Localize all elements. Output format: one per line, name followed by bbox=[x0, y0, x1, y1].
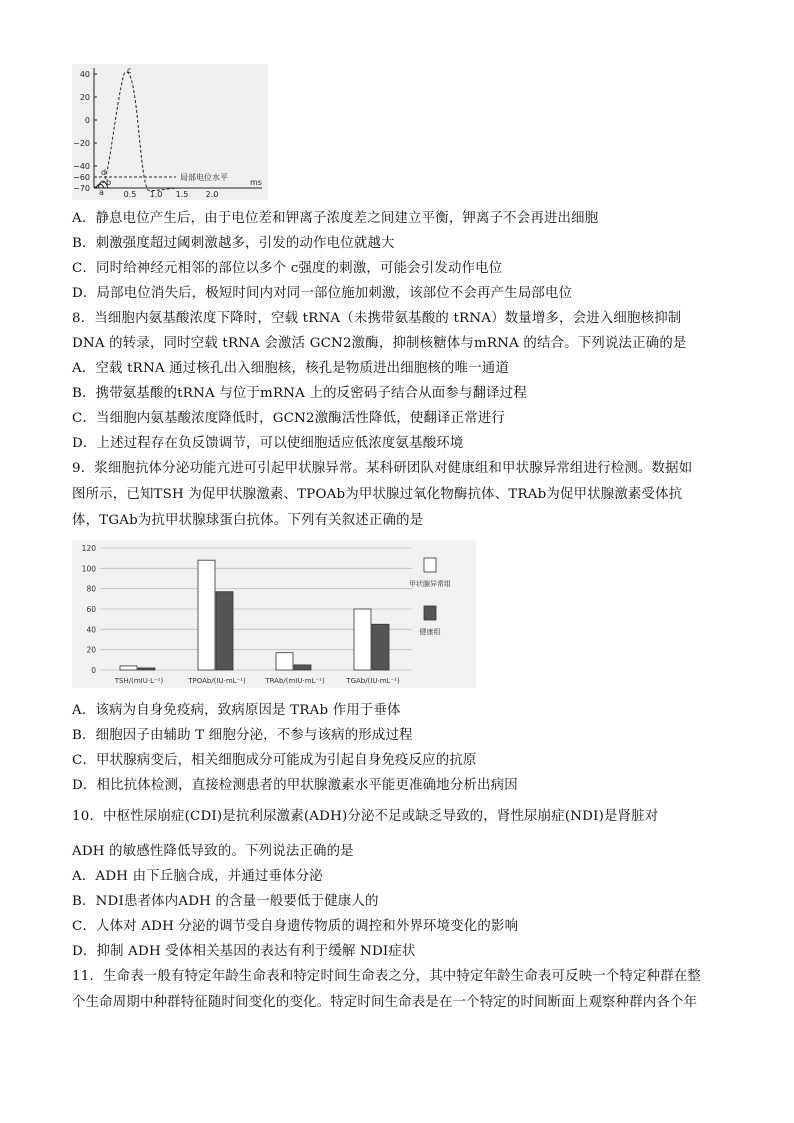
y-tick: 60 bbox=[86, 605, 96, 614]
x-tick: 2.0 bbox=[205, 190, 219, 199]
threshold-label: 局部电位水平 bbox=[180, 173, 228, 182]
q10-option-c: C．人体对 ADH 分泌的调节受自身遗传物质的调控和外界环境变化的影响 bbox=[72, 919, 519, 934]
q10-option-d: D．抑制 ADH 受体相关基因的表达有利于缓解 NDI症状 bbox=[72, 944, 416, 959]
bar-abnormal bbox=[354, 609, 371, 670]
y-tick: 40 bbox=[79, 70, 90, 79]
q7-option-b: B．刺激强度超过阈刺激越多，引发的动作电位就越大 bbox=[72, 236, 395, 251]
bar-healthy bbox=[294, 665, 311, 670]
bar-abnormal bbox=[276, 653, 293, 670]
x-tick-label: TSH/(mIU·L⁻¹) bbox=[114, 677, 164, 685]
q9-option-b: B．细胞因子由辅助 T 细胞分泌，不参与该病的形成过程 bbox=[72, 728, 413, 743]
x-tick: 1.5 bbox=[175, 190, 189, 199]
bar-healthy bbox=[216, 592, 233, 670]
x-tick-label: TPOAb/(IU·mL⁻¹) bbox=[188, 677, 246, 685]
y-tick: −20 bbox=[73, 139, 90, 148]
y-tick: 80 bbox=[86, 584, 96, 594]
legend-label: 甲状腺异常组 bbox=[409, 580, 451, 588]
y-tick: −60 bbox=[73, 173, 90, 182]
q10-option-b: B．NDI患者体内ADH 的含量一般要低于健康人的 bbox=[72, 894, 379, 909]
q8-stem-cont: DNA 的转录，同时空载 tRNA 会激活 GCN2激酶，抑制核糖体与mRNA 的结合。下列说法正确的是 bbox=[72, 336, 687, 351]
y-tick: 20 bbox=[79, 93, 90, 102]
y-tick: 20 bbox=[86, 645, 96, 655]
q11-stem: 11．生命表一般有特定年龄生命表和特定时间生命表之分，其中特定年龄生命表可反映一个特定种群在整 bbox=[72, 969, 702, 984]
thyroid-bar-chart bbox=[72, 540, 476, 688]
q11-stem-cont: 个生命周期中种群特征随时间变化的变化。特定时间生命表是在一个特定的时间断面上观察种群内各个年 bbox=[72, 995, 698, 1010]
y-tick: 0 bbox=[91, 666, 96, 675]
q8-stem: 8．当细胞内氨基酸浓度下降时，空载 tRNA（未携带氨基酸的 tRNA）数量增多，会进入细胞核抑制 bbox=[72, 311, 682, 326]
y-tick: 40 bbox=[86, 625, 96, 635]
legend-swatch bbox=[424, 606, 436, 620]
q7-option-a: A．静息电位产生后，由于电位差和钾离子浓度差之间建立平衡，钾离子不会再进出细胞 bbox=[72, 211, 599, 226]
x-tick-label: TRAb/(mIU·mL⁻¹) bbox=[265, 677, 325, 685]
q10-stem: 10．中枢性尿崩症(CDI)是抗利尿激素(ADH)分泌不足或缺乏导致的，肾性尿崩症(NDI)是肾脏对 bbox=[72, 809, 659, 824]
q8-option-a: A．空载 tRNA 通过核孔出入细胞核，核孔是物质进出细胞核的唯一通道 bbox=[72, 361, 509, 376]
y-tick: 100 bbox=[81, 564, 96, 574]
bar-abnormal bbox=[120, 666, 137, 670]
action-potential-figure bbox=[72, 64, 268, 200]
point-label: b bbox=[106, 178, 112, 187]
bar-healthy bbox=[138, 668, 155, 670]
q8-option-c: C．当细胞内氨基酸浓度降低时，GCN2激酶活性降低，使翻译正常进行 bbox=[72, 411, 505, 426]
q10-stem-cont: ADH 的敏感性降低导致的。下列说法正确的是 bbox=[72, 844, 354, 859]
q9-option-a: A．该病为自身免疫病，致病原因是 TRAb 作用于垂体 bbox=[72, 703, 401, 718]
q8-option-b: B．携带氨基酸的tRNA 与位于mRNA 上的反密码子结合从面参与翻译过程 bbox=[72, 386, 527, 401]
y-tick: 120 bbox=[81, 544, 96, 553]
q10-option-a: A．ADH 由下丘脑合成，并通过垂体分泌 bbox=[72, 869, 323, 884]
legend-swatch bbox=[424, 558, 436, 572]
y-tick: −70 bbox=[73, 184, 90, 193]
y-tick: 0 bbox=[84, 116, 90, 125]
legend-label: 健康组 bbox=[419, 628, 441, 636]
point-label: d bbox=[101, 168, 107, 177]
q9-option-c: C．甲状腺病变后，相关细胞成分可能成为引起自身免疫反应的抗原 bbox=[72, 753, 477, 768]
q9-stem-cont2: 体，TGAb为抗甲状腺球蛋白抗体。下列有关叙述正确的是 bbox=[72, 513, 424, 528]
bar-abnormal bbox=[198, 560, 215, 670]
y-tick: −40 bbox=[73, 162, 90, 171]
bar-healthy bbox=[372, 624, 389, 670]
x-tick: 1.0 bbox=[149, 190, 163, 199]
x-unit: ms bbox=[250, 178, 262, 187]
q9-stem: 9．浆细胞抗体分泌功能亢进可引起甲状腺异常。某科研团队对健康组和甲状腺异常组进行检测。数据如 bbox=[72, 461, 693, 476]
x-tick: 0.5 bbox=[123, 190, 137, 199]
q7-option-d: D．局部电位消失后，极短时间内对同一部位施加刺激，该部位不会再产生局部电位 bbox=[72, 286, 573, 301]
point-label: a bbox=[99, 188, 104, 197]
q9-stem-cont: 图所示，已知TSH 为促甲状腺激素、TPOAb为甲状腺过氧化物酶抗体、TRAb为促甲状腺激素受体抗 bbox=[72, 487, 683, 502]
q7-option-c: C．同时给神经元相邻的部位以多个 c强度的刺激，可能会引发动作电位 bbox=[72, 261, 503, 276]
q8-option-d: D．上述过程存在负反馈调节，可以使细胞适应低浓度氨基酸环境 bbox=[72, 436, 464, 451]
peak-label: c bbox=[127, 66, 132, 75]
x-tick-label: TGAb/(IU·mL⁻¹) bbox=[346, 677, 400, 685]
q9-option-d: D．相比抗体检测，直接检测患者的甲状腺激素水平能更准确地分析出病因 bbox=[72, 778, 518, 793]
